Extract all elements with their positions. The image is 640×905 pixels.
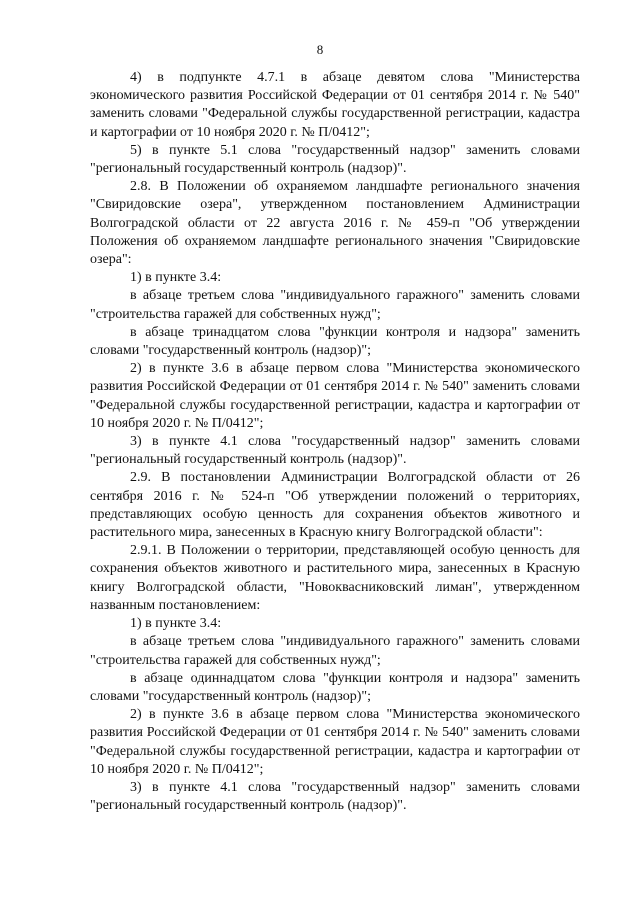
section-2-8-item-1-para-13: в абзаце тринадцатом слова "функции контроля и надзора" заменить словами "государственный контроль (надзор)"; <box>90 324 580 359</box>
document-body <box>90 69 580 815</box>
section-2-9-heading: 2.9. В постановлении Администрации Волгоградской области от 26 сентября 2016 г. № 524-п "Об утверждении положений о территориях, представляющих особую ценность для сохранения объектов животного и растительного мира, занесенных в Красную книгу Волгоградской области": <box>90 470 580 541</box>
section-2-8-item-1-para-3: в абзаце третьем слова "индивидуального гаражного" заменить словами "строительства гаражей для собственных нужд"; <box>90 288 580 322</box>
section-2-9-1-item-1-para-3: в абзаце третьем слова "индивидуального гаражного" заменить словами "строительства гаражей для собственных нужд"; <box>90 634 580 668</box>
section-2-8-item-1: 1) в пункте 3.4: <box>130 270 222 286</box>
section-2-9-1-item-1-para-11: в абзаце одиннадцатом слова "функции контроля и надзора" заменить словами "государственный контроль (надзор)"; <box>90 670 580 704</box>
section-2-9-1-item-1: 1) в пункте 3.4: <box>130 616 222 632</box>
section-2-9-1-item-3: 3) в пункте 4.1 слова "государственный надзор" заменить словами "региональный государственный контроль (надзор)". <box>90 779 580 814</box>
section-2-8-item-3: 3) в пункте 4.1 слова "государственный надзор" заменить словами "региональный государственный контроль (надзор)". <box>90 434 580 468</box>
section-2-8-item-2: 2) в пункте 3.6 в абзаце первом слова "Министерства экономического развития Российской Федерации от 01 сентября 2014 г. № 540" заменить словами "Федеральной службы государственной регистрации, кадастра и картографии от 10 ноября 2020 г. № П/0412"; <box>90 361 580 431</box>
section-2-9-1-item-2: 2) в пункте 3.6 в абзаце первом слова "Министерства экономического развития Российской Федерации от 01 сентября 2014 г. № 540" заменить словами "Федеральной службы государственной регистрации, кадастра и картографии от 10 ноября 2020 г. № П/0412"; <box>90 707 580 777</box>
page-number: 8 <box>316 42 324 57</box>
section-2-8-heading: 2.8. В Положении об охраняемом ландшафте регионального значения "Свиридовские озера", утвержденном постановлением Администрации Волгоградской области от 22 августа 2016 г. № 459-п "Об утверждении Положения об охраняемом ландшафте регионального значения "Свиридовские озера": <box>90 179 580 268</box>
paragraph-4-subclause-4-7-1: 4) в подпункте 4.7.1 в абзаце девятом слова "Министерства экономического развития Российской Федерации от 01 сентября 2014 г. № 540" заменить словами "Федеральной службы государственной регистрации, кадастра и картографии от 10 ноября 2020 г. № П/0412"; <box>90 70 580 140</box>
paragraph-5-clause-5-1: 5) в пункте 5.1 слова "государственный надзор" заменить словами "региональный государственный контроль (надзор)". <box>90 142 580 177</box>
section-2-9-1-heading: 2.9.1. В Положении о территории, представляющей особую ценность для сохранения объектов животного и растительного мира, занесенных в Красную книгу Волгоградской области, "Новоквасниковский лиман", утвержденном названным постановлением: <box>90 543 580 613</box>
